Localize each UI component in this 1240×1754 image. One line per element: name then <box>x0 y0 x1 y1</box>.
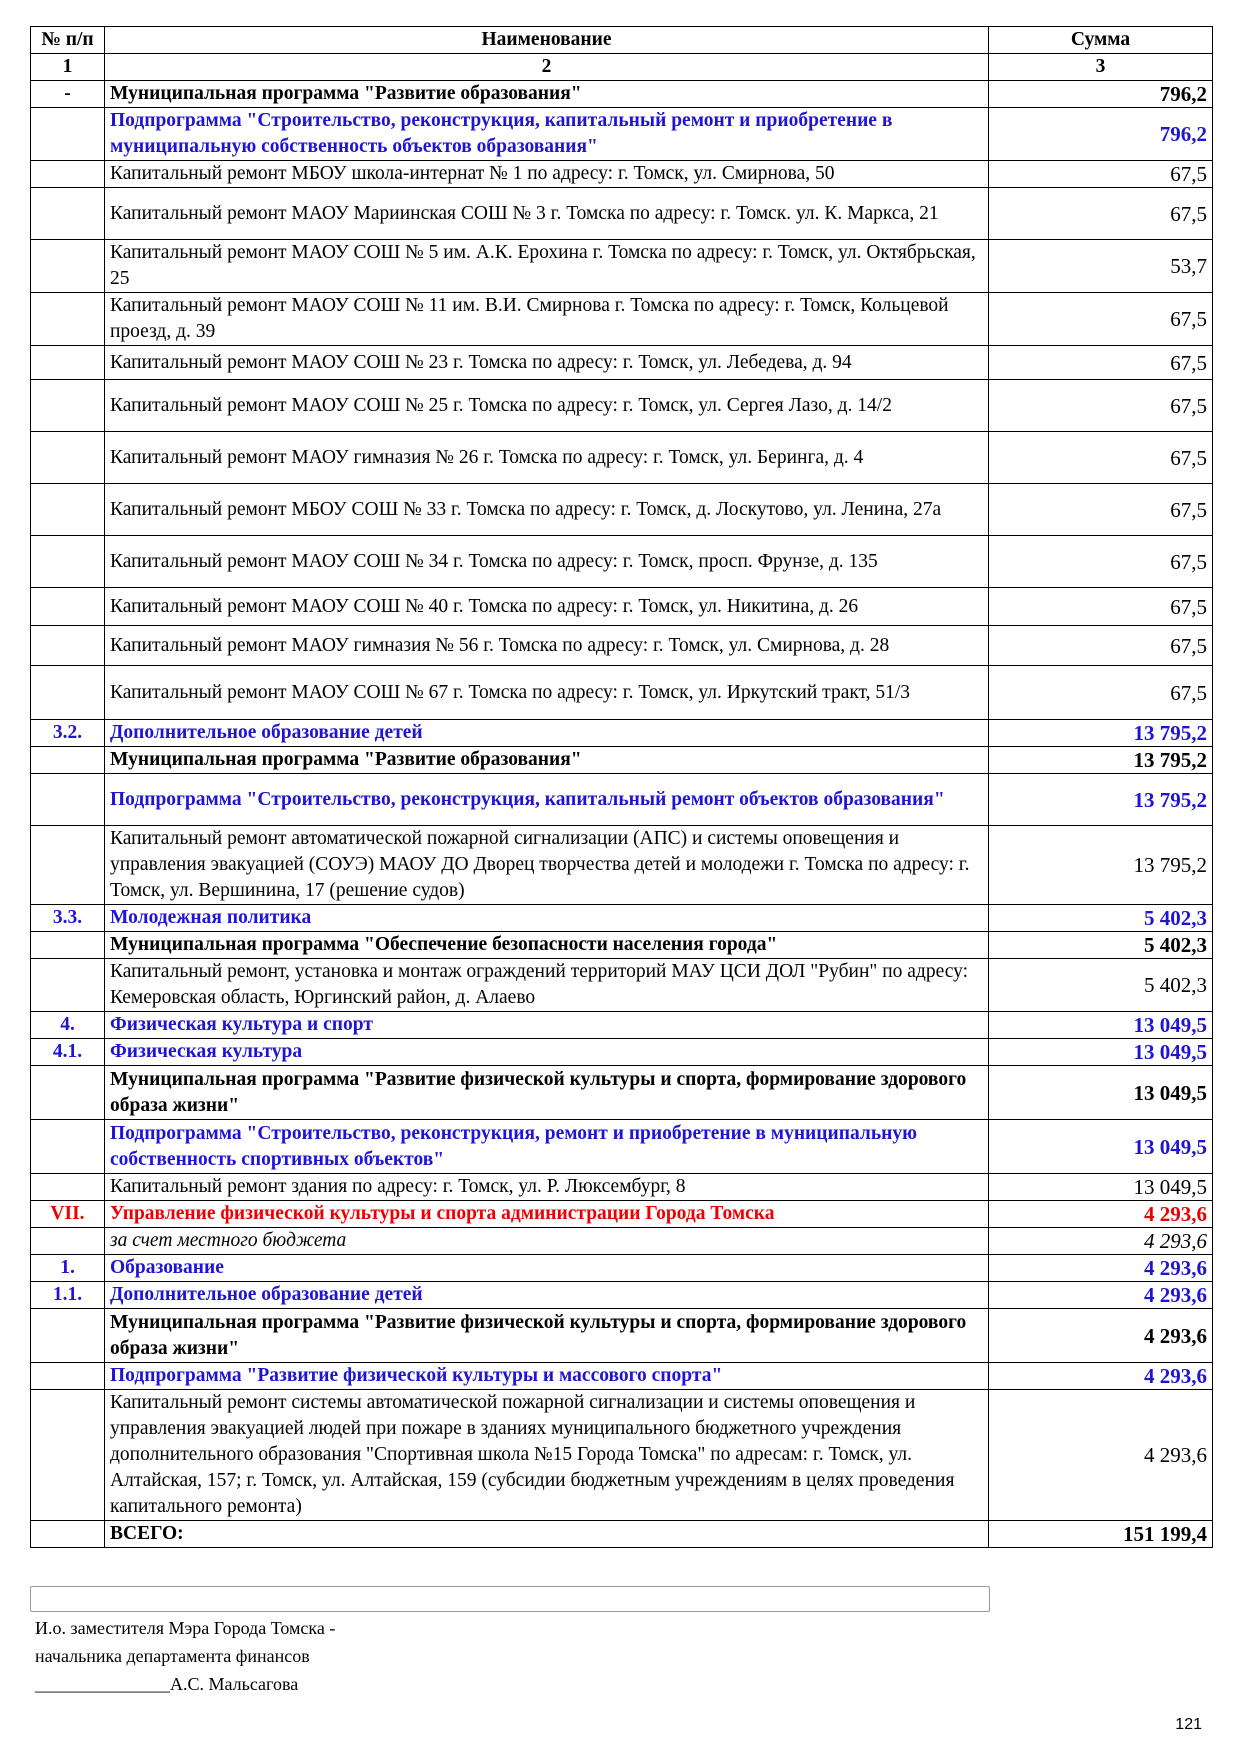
row-sum: 5 402,3 <box>989 905 1213 932</box>
signature-block <box>35 1614 335 1698</box>
row-name: Капитальный ремонт МАОУ СОШ № 11 им. В.И. Смирнова г. Томска по адресу: г. Томск, Кольцевой проезд, д. 39 <box>105 293 989 346</box>
row-number <box>31 346 105 380</box>
row-sum: 67,5 <box>989 161 1213 188</box>
row-sum: 5 402,3 <box>989 932 1213 959</box>
row-number: 3.3. <box>31 905 105 932</box>
total-sum: 151 199,4 <box>989 1521 1213 1548</box>
table-row <box>31 588 1213 626</box>
total-label: ВСЕГО: <box>105 1521 989 1548</box>
row-sum: 13 795,2 <box>989 720 1213 747</box>
row-number <box>31 747 105 774</box>
row-name: Дополнительное образование детей <box>105 720 989 747</box>
row-name: Капитальный ремонт МАОУ гимназия № 56 г. Томска по адресу: г. Томск, ул. Смирнова, д. 28 <box>105 626 989 666</box>
table-row <box>31 774 1213 826</box>
row-name: Подпрограмма "Строительство, реконструкция, капитальный ремонт и приобретение в муниципальную собственность объектов образования" <box>105 108 989 161</box>
row-sum: 67,5 <box>989 188 1213 240</box>
row-sum: 13 795,2 <box>989 774 1213 826</box>
row-sum: 67,5 <box>989 432 1213 484</box>
header-sum: Сумма <box>989 27 1213 54</box>
row-number <box>31 536 105 588</box>
row-number: 1.1. <box>31 1282 105 1309</box>
row-sum: 67,5 <box>989 346 1213 380</box>
row-name: Капитальный ремонт автоматической пожарной сигнализации (АПС) и системы оповещения и управления эвакуацией (СОУЭ) МАОУ ДО Дворец творчества детей и молодежи г. Томска по адресу: г. Томск, ул. Вершинина, 17 (решение судов) <box>105 826 989 905</box>
row-number: 4. <box>31 1012 105 1039</box>
signature-line-department: начальника департамента финансов <box>35 1646 310 1666</box>
row-number <box>31 293 105 346</box>
table-row <box>31 1066 1213 1120</box>
table-row <box>31 346 1213 380</box>
row-name: Муниципальная программа "Развитие образования" <box>105 81 989 108</box>
table-row <box>31 666 1213 720</box>
row-sum: 13 049,5 <box>989 1066 1213 1120</box>
table-row <box>31 720 1213 747</box>
row-name: Подпрограмма "Строительство, реконструкция, ремонт и приобретение в муниципальную собственность спортивных объектов" <box>105 1120 989 1174</box>
row-sum: 67,5 <box>989 666 1213 720</box>
row-number: 4.1. <box>31 1039 105 1066</box>
table-row <box>31 293 1213 346</box>
row-sum: 13 049,5 <box>989 1120 1213 1174</box>
row-name: Муниципальная программа "Развитие образования" <box>105 747 989 774</box>
table-row <box>31 108 1213 161</box>
table-row <box>31 959 1213 1012</box>
row-name: Муниципальная программа "Обеспечение безопасности населения города" <box>105 932 989 959</box>
row-name: Муниципальная программа "Развитие физической культуры и спорта, формирование здорового образа жизни" <box>105 1309 989 1363</box>
row-sum: 67,5 <box>989 588 1213 626</box>
row-number <box>31 1174 105 1201</box>
table-row <box>31 484 1213 536</box>
table-row <box>31 1255 1213 1282</box>
row-name: Дополнительное образование детей <box>105 1282 989 1309</box>
row-sum: 4 293,6 <box>989 1309 1213 1363</box>
row-number <box>31 1521 105 1548</box>
table-row <box>31 1228 1213 1255</box>
table-row <box>31 188 1213 240</box>
table-row <box>31 1201 1213 1228</box>
row-number: VII. <box>31 1201 105 1228</box>
table-row <box>31 1363 1213 1390</box>
row-sum: 13 795,2 <box>989 747 1213 774</box>
row-sum: 67,5 <box>989 380 1213 432</box>
row-name: Капитальный ремонт МАОУ СОШ № 23 г. Томска по адресу: г. Томск, ул. Лебедева, д. 94 <box>105 346 989 380</box>
row-sum: 4 293,6 <box>989 1390 1213 1521</box>
column-index-row <box>31 54 1213 81</box>
row-number <box>31 240 105 293</box>
row-name: Муниципальная программа "Развитие физической культуры и спорта, формирование здорового образа жизни" <box>105 1066 989 1120</box>
row-number: - <box>31 81 105 108</box>
row-number <box>31 484 105 536</box>
row-number: 1. <box>31 1255 105 1282</box>
row-number <box>31 380 105 432</box>
row-sum: 67,5 <box>989 293 1213 346</box>
row-sum: 13 795,2 <box>989 826 1213 905</box>
row-name: Капитальный ремонт, установка и монтаж ограждений территорий МАУ ЦСИ ДОЛ "Рубин" по адресу: Кемеровская область, Юргинский район, д. Алаево <box>105 959 989 1012</box>
row-number <box>31 188 105 240</box>
budget-table <box>30 26 1213 1548</box>
table-row <box>31 380 1213 432</box>
row-number <box>31 108 105 161</box>
row-name: за счет местного бюджета <box>105 1228 989 1255</box>
row-number <box>31 826 105 905</box>
table-row <box>31 626 1213 666</box>
row-name: Капитальный ремонт системы автоматической пожарной сигнализации и системы оповещения и управления эвакуацией людей при пожаре в зданиях муниципального бюджетного учреждения дополнительного образования "Спортивная школа №15 Города Томска" по адресам: г. Томск, ул. Алтайская, 157; г. Томск, ул. Алтайская, 159 (субсидии бюджетным учреждениям в целях проведения капитального ремонта) <box>105 1390 989 1521</box>
row-number <box>31 932 105 959</box>
row-number <box>31 774 105 826</box>
table-row <box>31 536 1213 588</box>
row-sum: 4 293,6 <box>989 1255 1213 1282</box>
column-index-num: 1 <box>31 54 105 81</box>
row-number <box>31 1309 105 1363</box>
row-name: Капитальный ремонт МАОУ гимназия № 26 г. Томска по адресу: г. Томск, ул. Беринга, д. 4 <box>105 432 989 484</box>
row-name: Капитальный ремонт МАОУ СОШ № 5 им. А.К. Ерохина г. Томска по адресу: г. Томск, ул. Октябрьская, 25 <box>105 240 989 293</box>
signature-line-position: И.о. заместителя Мэра Города Томска - <box>35 1618 336 1638</box>
header-name: Наименование <box>105 27 989 54</box>
row-name: Капитальный ремонт МАОУ Мариинская СОШ № 3 г. Томска по адресу: г. Томск. ул. К. Маркса, 21 <box>105 188 989 240</box>
row-number <box>31 959 105 1012</box>
row-sum: 796,2 <box>989 108 1213 161</box>
table-row <box>31 1174 1213 1201</box>
row-number <box>31 1066 105 1120</box>
table-row <box>31 81 1213 108</box>
table-row <box>31 826 1213 905</box>
row-sum: 53,7 <box>989 240 1213 293</box>
table-row <box>31 932 1213 959</box>
row-name: Капитальный ремонт МАОУ СОШ № 67 г. Томска по адресу: г. Томск, ул. Иркутский тракт, 51/3 <box>105 666 989 720</box>
row-number <box>31 1363 105 1390</box>
table-row <box>31 1120 1213 1174</box>
row-number <box>31 626 105 666</box>
empty-form-field <box>30 1586 990 1612</box>
row-name: Капитальный ремонт МБОУ школа-интернат № 1 по адресу: г. Томск, ул. Смирнова, 50 <box>105 161 989 188</box>
table-row <box>31 1309 1213 1363</box>
row-name: Подпрограмма "Строительство, реконструкция, капитальный ремонт объектов образования" <box>105 774 989 826</box>
row-sum: 4 293,6 <box>989 1201 1213 1228</box>
table-row <box>31 240 1213 293</box>
row-name: Образование <box>105 1255 989 1282</box>
column-index-name: 2 <box>105 54 989 81</box>
row-name: Капитальный ремонт МАОУ СОШ № 34 г. Томска по адресу: г. Томск, просп. Фрунзе, д. 135 <box>105 536 989 588</box>
row-name: Капитальный ремонт МАОУ СОШ № 25 г. Томска по адресу: г. Томск, ул. Сергея Лазо, д. 14/2 <box>105 380 989 432</box>
row-sum: 13 049,5 <box>989 1039 1213 1066</box>
row-sum: 67,5 <box>989 484 1213 536</box>
row-number <box>31 432 105 484</box>
table-row <box>31 747 1213 774</box>
row-sum: 4 293,6 <box>989 1228 1213 1255</box>
row-sum: 4 293,6 <box>989 1363 1213 1390</box>
row-number <box>31 161 105 188</box>
total-row <box>31 1521 1213 1548</box>
table-row <box>31 161 1213 188</box>
signature-line-name: _______________А.С. Мальсагова <box>35 1674 299 1694</box>
table-row <box>31 432 1213 484</box>
table-header-row <box>31 27 1213 54</box>
row-sum: 13 049,5 <box>989 1012 1213 1039</box>
table-row <box>31 1039 1213 1066</box>
row-number: 3.2. <box>31 720 105 747</box>
row-name: Молодежная политика <box>105 905 989 932</box>
row-number <box>31 666 105 720</box>
table-row <box>31 1390 1213 1521</box>
row-name: Подпрограмма "Развитие физической культуры и массового спорта" <box>105 1363 989 1390</box>
row-sum: 4 293,6 <box>989 1282 1213 1309</box>
row-sum: 796,2 <box>989 81 1213 108</box>
row-number <box>31 588 105 626</box>
page-number: 121 <box>1175 1716 1202 1733</box>
row-name: Физическая культура <box>105 1039 989 1066</box>
row-name: Физическая культура и спорт <box>105 1012 989 1039</box>
row-sum: 5 402,3 <box>989 959 1213 1012</box>
row-sum: 13 049,5 <box>989 1174 1213 1201</box>
row-sum: 67,5 <box>989 626 1213 666</box>
row-sum: 67,5 <box>989 536 1213 588</box>
table-row <box>31 1282 1213 1309</box>
row-name: Капитальный ремонт МАОУ СОШ № 40 г. Томска по адресу: г. Томск, ул. Никитина, д. 26 <box>105 588 989 626</box>
row-name: Капитальный ремонт МБОУ СОШ № 33 г. Томска по адресу: г. Томск, д. Лоскутово, ул. Ленина, 27а <box>105 484 989 536</box>
row-number <box>31 1120 105 1174</box>
header-num: № п/п <box>31 27 105 54</box>
row-name: Капитальный ремонт здания по адресу: г. Томск, ул. Р. Люксембург, 8 <box>105 1174 989 1201</box>
row-number <box>31 1228 105 1255</box>
row-name: Управление физической культуры и спорта администрации Города Томска <box>105 1201 989 1228</box>
table-row <box>31 905 1213 932</box>
table-row <box>31 1012 1213 1039</box>
row-number <box>31 1390 105 1521</box>
column-index-sum: 3 <box>989 54 1213 81</box>
